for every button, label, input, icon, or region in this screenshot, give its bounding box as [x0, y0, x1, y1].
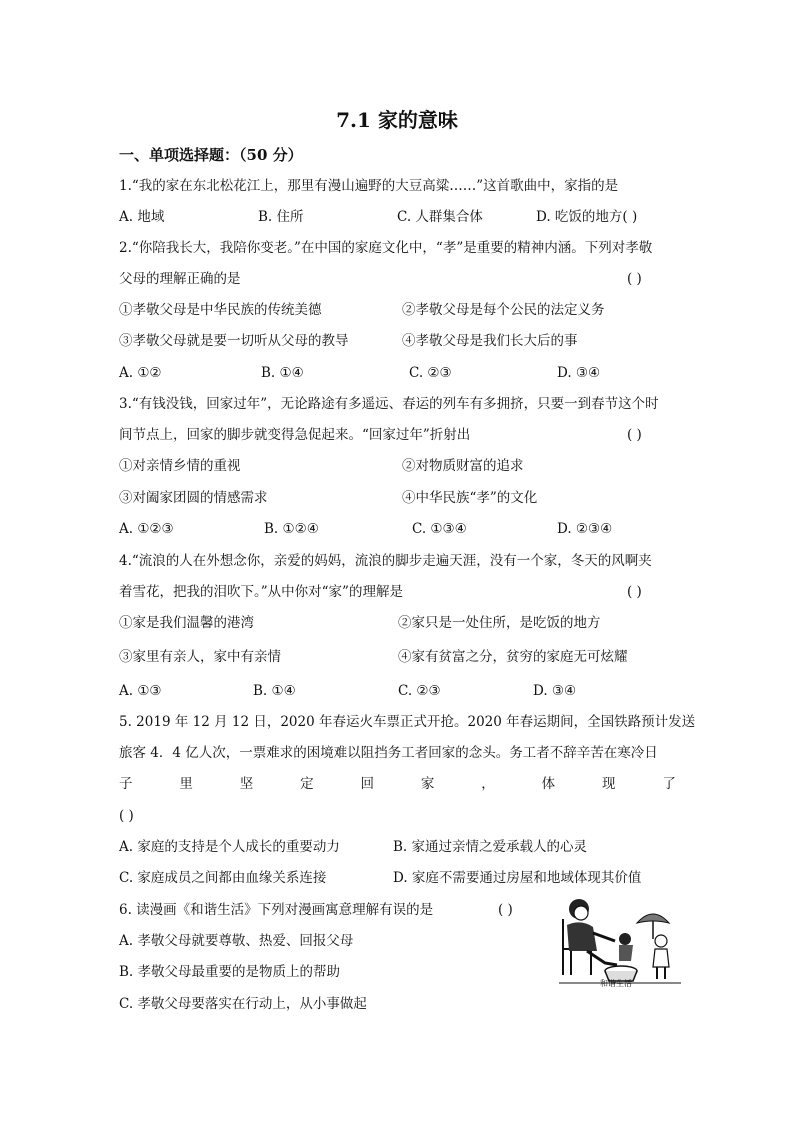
- q5-char: 回: [360, 776, 374, 792]
- cartoon-caption: 和谐生活: [600, 979, 632, 988]
- q5-char: 家: [420, 776, 435, 792]
- q2-option-a: A. ①②: [119, 365, 162, 381]
- q3-statement-4: ④中华民族“孝”的文化: [402, 490, 538, 506]
- q1-option-b: B. 住所: [258, 209, 304, 225]
- q6-option-a: A. 孝敬父母就要尊敬、热爱、回报父母: [119, 933, 354, 949]
- q2-statement-3: ③孝敬父母就是要一切听从父母的教导: [119, 333, 349, 349]
- grandma-arm: [593, 933, 615, 941]
- q5-option-a: A. 家庭的支持是个人成长的重要动力: [119, 839, 340, 855]
- q3-stem-line1: 3.“有钱没钱，回家过年”，无论路途有多遥远、春运的列车有多拥挤，只要一到春节这个时: [119, 396, 659, 412]
- q6-option-c: C. 孝敬父母要落实在行动上，从小事做起: [119, 996, 367, 1012]
- q4-option-a: A. ①③: [119, 683, 162, 699]
- q5-answer-blank: ( ): [119, 808, 134, 824]
- small-child-body: [653, 949, 669, 967]
- q5-stem-line1: 5. 2019 年 12 月 12 日，2020 年春运火车票正式开抢。2020 年春运期间，全国铁路预计发送: [119, 714, 696, 730]
- q5-char: ，: [481, 776, 495, 792]
- q1-option-d: D. 吃饭的地方( ): [536, 209, 638, 225]
- q2-stem-line1: 2.“你陪我长大，我陪你变老。”在中国的家庭文化中，“孝”是重要的精神内涵。下列对孝敬: [119, 240, 653, 256]
- q6-stem: 6. 读漫画《和谐生活》下列对漫画寓意理解有误的是: [119, 902, 434, 918]
- q5-option-b: B. 家通过亲情之爱承载人的心灵: [393, 839, 588, 855]
- q5-stem-line2: 旅客 4．4 亿人次，一票难求的困境难以阻挡务工者回家的念头。务工者不辞辛苦在寒冷日: [119, 745, 658, 761]
- grandma-face: [574, 906, 588, 920]
- q4-option-d: D. ③④: [533, 683, 577, 699]
- q2-option-c: C. ②③: [409, 365, 452, 381]
- q1-option-c: C. 人群集合体: [397, 209, 483, 225]
- q1-stem: 1.“我的家在东北松花江上，那里有漫山遍野的大豆高粱……”这首歌曲中，家指的是: [119, 178, 619, 194]
- q5-char: 体: [541, 776, 556, 792]
- q6-option-b: B. 孝敬父母最重要的是物质上的帮助: [119, 964, 341, 980]
- q3-answer-blank: ( ): [627, 427, 642, 443]
- q3-option-b: B. ①②④: [264, 521, 319, 537]
- child-head: [619, 933, 631, 945]
- q5-char: 里: [179, 776, 193, 792]
- q2-statement-1: ①孝敬父母是中华民族的传统美德: [119, 302, 322, 318]
- page-title: 7.1 家的意味: [336, 108, 458, 132]
- q5-char: 坚: [239, 776, 254, 792]
- q5-option-d: D. 家庭不需要通过房屋和地域体现其价值: [393, 870, 642, 886]
- q4-stem-line2: 着雪花，把我的泪吹下。”从中你对“家”的理解是: [119, 584, 403, 600]
- small-child-head: [655, 935, 667, 947]
- q5-char: 定: [300, 776, 314, 792]
- q3-option-c: C. ①③④: [412, 521, 467, 537]
- q4-statement-2: ②家只是一处住所，是吃饭的地方: [398, 615, 601, 631]
- q3-option-a: A. ①②③: [119, 521, 174, 537]
- q4-statement-4: ④家有贫富之分，贫穷的家庭无可炫耀: [398, 649, 628, 665]
- q4-option-c: C. ②③: [398, 683, 441, 699]
- q3-statement-2: ②对物质财富的追求: [402, 458, 524, 474]
- q2-stem-line2: 父母的理解正确的是: [119, 271, 241, 287]
- q6-answer-blank: ( ): [498, 902, 513, 918]
- child-body: [619, 945, 633, 961]
- q2-statement-4: ④孝敬父母是我们长大后的事: [402, 333, 578, 349]
- q2-answer-blank: ( ): [627, 271, 642, 287]
- q1-option-a: A. 地域: [119, 209, 165, 225]
- q2-statement-2: ②孝敬父母是每个公民的法定义务: [402, 302, 605, 318]
- q3-statement-1: ①对亲情乡情的重视: [119, 458, 241, 474]
- grandma-body: [567, 922, 597, 951]
- section-heading: 一、单项选择题：（50 分）: [119, 146, 303, 164]
- q3-option-d: D. ②③④: [557, 521, 613, 537]
- q2-option-b: B. ①④: [261, 365, 304, 381]
- q4-option-b: B. ①④: [253, 683, 296, 699]
- q4-answer-blank: ( ): [627, 584, 642, 600]
- q3-statement-3: ③对阖家团圆的情感需求: [119, 490, 268, 506]
- q5-option-c: C. 家庭成员之间都由血缘关系连接: [119, 870, 327, 886]
- q3-stem-line2: 间节点上，回家的脚步就变得急促起来。“回家过年”折射出: [119, 427, 471, 443]
- q5-stem-line3: [119, 775, 676, 793]
- q4-statement-3: ③家里有亲人，家中有亲情: [119, 649, 281, 665]
- q2-option-d: D. ③④: [557, 365, 601, 381]
- q5-char: 子: [119, 776, 133, 792]
- q4-statement-1: ①家是我们温馨的港湾: [119, 615, 254, 631]
- q5-char: 现: [602, 776, 616, 792]
- q5-char: 了: [662, 776, 676, 792]
- q4-stem-line1: 4.“流浪的人在外想念你，亲爱的妈妈，流浪的脚步走遍天涯，没有一个家，冬天的风啊夹: [119, 553, 652, 569]
